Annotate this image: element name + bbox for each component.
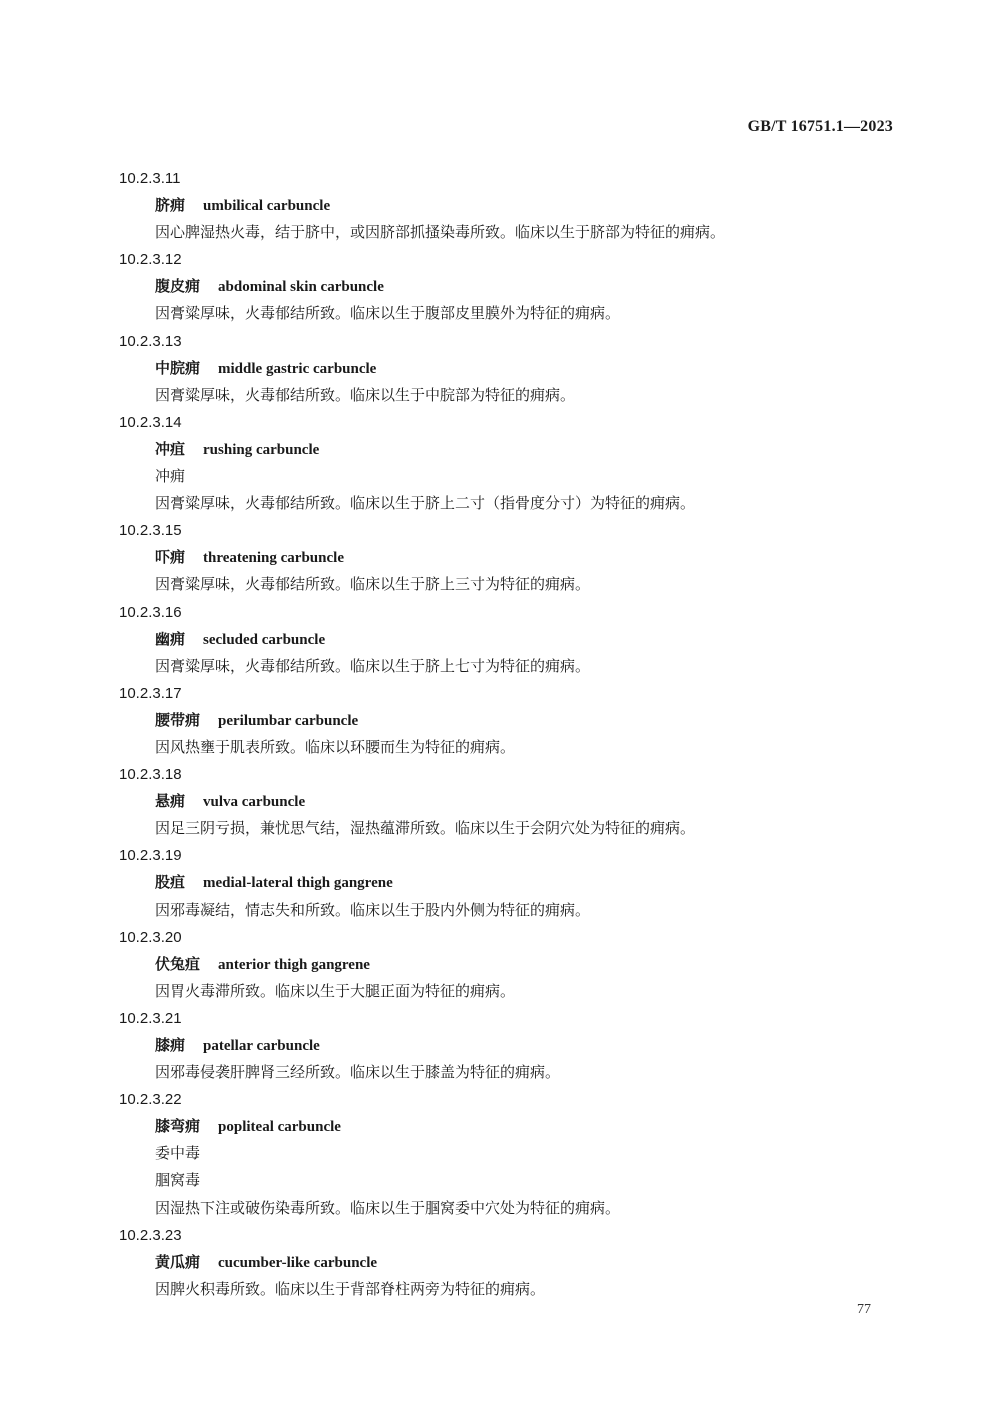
entry-number: 10.2.3.17 — [119, 684, 182, 702]
entry-definition: 因膏粱厚味，火毒郁结所致。临床以生于脐上七寸为特征的痈病。 — [155, 656, 591, 675]
entry-term — [119, 788, 899, 815]
term-en: patellar carbuncle — [203, 1038, 320, 1054]
entry-definition: 因胃火毒滞所致。临床以生于大腿正面为特征的痈病。 — [155, 981, 516, 1000]
term-zh: 脐痈 — [155, 196, 186, 215]
entry-term — [119, 707, 899, 734]
entry-number: 10.2.3.20 — [119, 928, 182, 946]
term-zh: 腰带痈 — [155, 710, 201, 729]
entry-number: 10.2.3.22 — [119, 1091, 182, 1109]
page-number: 77 — [857, 1302, 871, 1317]
entry-term — [119, 436, 899, 463]
entry-definition: 因膏粱厚味，火毒郁结所致。临床以生于中脘部为特征的痈病。 — [155, 385, 576, 404]
entry-definition: 因脾火积毒所致。临床以生于背部脊柱两旁为特征的痈病。 — [155, 1279, 546, 1298]
term-en: cucumber-like carbuncle — [218, 1254, 378, 1271]
term-zh: 悬痈 — [155, 792, 186, 811]
entry-term — [119, 355, 899, 382]
term-en: perilumbar carbuncle — [218, 712, 359, 729]
entry-number: 10.2.3.18 — [119, 766, 182, 784]
term-zh: 膝痈 — [155, 1036, 186, 1054]
entry-number: 10.2.3.23 — [119, 1226, 182, 1244]
term-zh: 幽痈 — [155, 629, 186, 648]
entry-definition: 因心脾湿热火毒，结于脐中，或因脐部抓搔染毒所致。临床以生于脐部为特征的痈病。 — [155, 223, 726, 242]
entry-number: 10.2.3.12 — [119, 251, 182, 269]
entry-number: 10.2.3.21 — [119, 1009, 182, 1027]
term-zh: 膝弯痈 — [155, 1117, 201, 1136]
term-en: umbilical carbuncle — [203, 198, 331, 215]
entry-synonym: 腘窝毒 — [155, 1171, 201, 1190]
entry-number: 10.2.3.16 — [119, 603, 182, 621]
entry-definition: 因风热壅于肌表所致。临床以环腰而生为特征的痈病。 — [155, 737, 516, 756]
entry-definition: 因膏粱厚味，火毒郁结所致。临床以生于脐上二寸（指骨度分寸）为特征的痈病。 — [155, 494, 696, 513]
term-zh: 股疽 — [155, 873, 186, 892]
entry-definition: 因邪毒侵袭肝脾肾三经所致。临床以生于膝盖为特征的痈病。 — [155, 1063, 561, 1082]
entry-synonym: 委中毒 — [155, 1144, 201, 1163]
entry-definition: 因膏粱厚味，火毒郁结所致。临床以生于脐上三寸为特征的痈病。 — [155, 575, 591, 594]
term-en: threatening carbuncle — [203, 550, 344, 567]
term-zh: 伏兔疽 — [155, 954, 201, 973]
entry-number: 10.2.3.19 — [119, 847, 182, 865]
term-en: anterior thigh gangrene — [218, 956, 370, 973]
entry-number: 10.2.3.15 — [119, 522, 182, 540]
term-zh: 吓痈 — [155, 548, 186, 567]
entry-definition: 因足三阴亏损，兼忧思气结，湿热蕴滞所致。临床以生于会阴穴处为特征的痈病。 — [155, 819, 696, 838]
standard-code: GB/T 16751.1—2023 — [747, 118, 893, 135]
term-zh: 腹皮痈 — [155, 277, 201, 296]
entry-term — [119, 626, 899, 653]
entry-definition: 因膏粱厚味，火毒郁结所致。临床以生于腹部皮里膜外为特征的痈病。 — [155, 304, 621, 323]
entry-term — [119, 1032, 899, 1059]
term-en: secluded carbuncle — [203, 631, 326, 648]
entry-definition: 因邪毒凝结，情志失和所致。临床以生于股内外侧为特征的痈病。 — [155, 900, 591, 919]
entry-number: 10.2.3.13 — [119, 332, 182, 350]
entry-list — [119, 165, 899, 1303]
entry-term — [119, 273, 899, 300]
term-en: abdominal skin carbuncle — [218, 279, 384, 296]
entry-definition: 因湿热下注或破伤染毒所致。临床以生于腘窝委中穴处为特征的痈病。 — [155, 1198, 621, 1217]
entry-number: 10.2.3.11 — [119, 170, 181, 187]
term-zh: 黄瓜痈 — [155, 1252, 201, 1271]
entry-number: 10.2.3.14 — [119, 413, 182, 431]
term-en: vulva carbuncle — [203, 794, 306, 811]
term-en: medial-lateral thigh gangrene — [203, 875, 393, 892]
entry-term — [119, 192, 899, 219]
term-en: rushing carbuncle — [203, 441, 320, 458]
term-en: middle gastric carbuncle — [218, 360, 377, 377]
entry-term — [119, 544, 899, 571]
entry-synonym: 冲痈 — [155, 467, 186, 486]
entry-term — [119, 1113, 899, 1140]
entry-term — [119, 869, 899, 896]
entry-term — [119, 951, 899, 978]
term-zh: 中脘痈 — [155, 358, 201, 377]
term-zh: 冲疽 — [155, 439, 186, 458]
entry-term — [119, 1249, 899, 1276]
term-en: popliteal carbuncle — [218, 1119, 341, 1136]
